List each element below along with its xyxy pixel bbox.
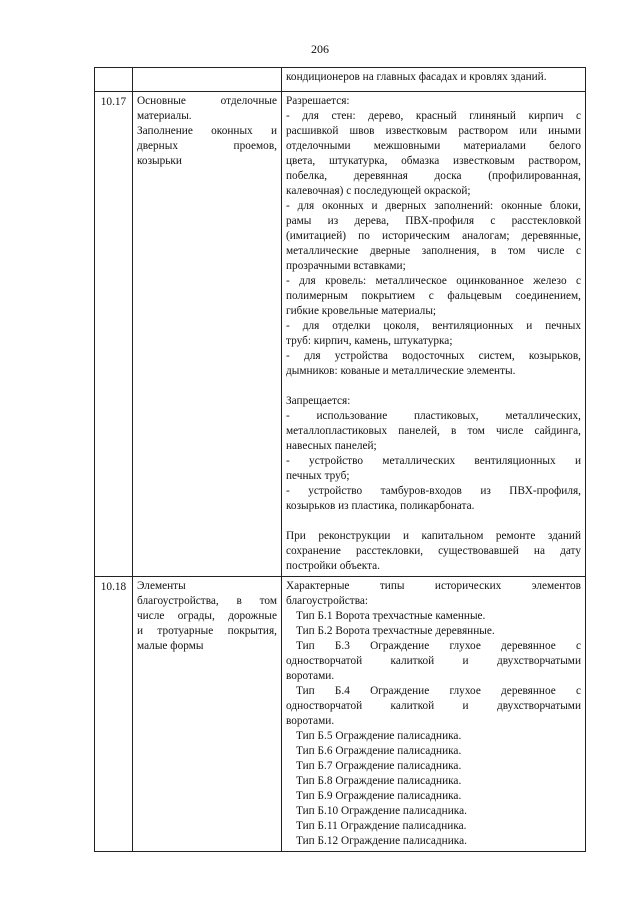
- text-line: - устройство металлических вентиляционных и: [286, 455, 581, 467]
- section-heading: Запрещается:: [286, 395, 351, 407]
- continued-text: кондиционеров на главных фасадах и кровлях зданий.: [286, 71, 547, 83]
- text-line: - устройство тамбуров-входов из ПВХ-профиля,: [286, 485, 581, 497]
- title-line: Основные отделочные: [137, 95, 277, 107]
- table-row-10-18: [95, 577, 586, 852]
- text-line: - для стен: дерево, красный глиняный кирпич с: [286, 110, 581, 122]
- text-line: печных труб;: [286, 470, 350, 482]
- type-item: Тип Б.11 Ограждение палисадника.: [296, 820, 467, 832]
- type-item: Тип Б.5 Ограждение палисадника.: [296, 730, 462, 742]
- text-line: калевочная) с последующей окраской;: [286, 185, 471, 197]
- text-line: При реконструкции и капитальном ремонте зданий: [286, 530, 581, 542]
- reconstruction-section: [286, 529, 581, 574]
- text-line: побелка, деревянная доска (профилированная,: [286, 170, 581, 182]
- type-item: Тип Б.2 Ворота трехчастные деревянные.: [296, 625, 495, 637]
- type-item: Тип Б.8 Ограждение палисадника.: [296, 775, 462, 787]
- spacer: [286, 379, 581, 394]
- spacer: [286, 514, 581, 529]
- text-line: козырьков из пластика, поликарбоната.: [286, 500, 475, 512]
- title-line: козырьки: [137, 155, 182, 167]
- text-line: - использование пластиковых, металлических,: [286, 410, 581, 422]
- text-line: - для отделки цоколя, вентиляционных и печных: [286, 320, 581, 332]
- type-item: Тип Б.10 Ограждение палисадника.: [296, 805, 467, 817]
- forbidden-section: [286, 394, 581, 514]
- title-line: дверных проемов,: [137, 140, 277, 152]
- section-heading: Характерные типы исторических элементов: [286, 580, 581, 592]
- number-cell: [95, 68, 133, 92]
- text-line: - для кровель: металлическое оцинкованное железо с: [286, 275, 581, 287]
- type-item: Тип Б.9 Ограждение палисадника.: [296, 790, 462, 802]
- row-number: 10.17: [95, 92, 133, 577]
- text-line: дымников: кованые и металлические элементы.: [286, 365, 516, 377]
- text-line: - для оконных и дверных заполнений: оконные блоки,: [286, 200, 581, 212]
- title-line: материалы.: [137, 110, 192, 122]
- page-number: 206: [311, 42, 329, 56]
- text-line: навесных панелей;: [286, 440, 377, 452]
- title-line: числе ограды, дорожные: [137, 610, 277, 622]
- type-item: Тип Б.1 Ворота трехчастные каменные.: [296, 610, 486, 622]
- section-heading: Разрешается:: [286, 95, 350, 107]
- title-cell: [133, 68, 282, 92]
- content-cell: [282, 68, 586, 92]
- text-line: труб: кирпич, камень, штукатурка;: [286, 335, 453, 347]
- type-item: Тип Б.3 Ограждение глухое деревянное с: [296, 640, 581, 652]
- type-item: Тип Б.7 Ограждение палисадника.: [296, 760, 462, 772]
- row-content: [282, 577, 586, 852]
- text-line: цвета, штукатурка, обмазка известковым раствором,: [286, 155, 581, 167]
- row-content: [282, 92, 586, 577]
- text-line: отделочными межшовными материалами белого: [286, 140, 581, 152]
- text-line: рамы из дерева, ПВХ-профиля с расстекловкой: [286, 215, 581, 227]
- type-item: Тип Б.12 Ограждение палисадника.: [296, 835, 467, 847]
- row-title: [133, 577, 282, 852]
- text-line: сохранение расстекловки, существовавшей на дату: [286, 545, 581, 557]
- table-row-10-17: [95, 92, 586, 577]
- text-line: воротами.: [286, 670, 335, 682]
- regulations-table: [94, 67, 586, 852]
- text-line: прозрачными вставками;: [286, 260, 406, 272]
- type-item: Тип Б.6 Ограждение палисадника.: [296, 745, 462, 757]
- title-line: малые формы: [137, 640, 204, 652]
- text-line: - для устройства водосточных систем, козырьков,: [286, 350, 581, 362]
- text-line: гибкие кровельные материалы;: [286, 305, 437, 317]
- text-line: полимерным покрытием с фальцевым соединением,: [286, 290, 581, 302]
- allowed-section: [286, 94, 581, 379]
- type-item: Тип Б.4 Ограждение глухое деревянное с: [296, 685, 581, 697]
- row-number: 10.18: [95, 577, 133, 852]
- text-line: металлические дверные заполнения, в том числе с: [286, 245, 581, 257]
- title-line: Элементы: [137, 580, 186, 592]
- text-line: расшивкой швов известковым раствором или иными: [286, 125, 581, 137]
- text-line: благоустройства:: [286, 595, 369, 607]
- text-line: одностворчатой калиткой и двухстворчатыми: [286, 655, 581, 667]
- title-line: Заполнение оконных и: [137, 125, 277, 137]
- row-title: [133, 92, 282, 577]
- title-line: и тротуарные покрытия,: [137, 625, 277, 637]
- text-line: одностворчатой калиткой и двухстворчатыми: [286, 700, 581, 712]
- text-line: постройки объекта.: [286, 560, 380, 572]
- text-line: (имитацией) по историческим аналогам; деревянные,: [286, 230, 581, 242]
- text-line: воротами.: [286, 715, 335, 727]
- table-row-continued: [95, 68, 586, 92]
- title-line: благоустройства, в том: [137, 595, 277, 607]
- text-line: металлопластиковых панелей, в том числе сайдинга,: [286, 425, 581, 437]
